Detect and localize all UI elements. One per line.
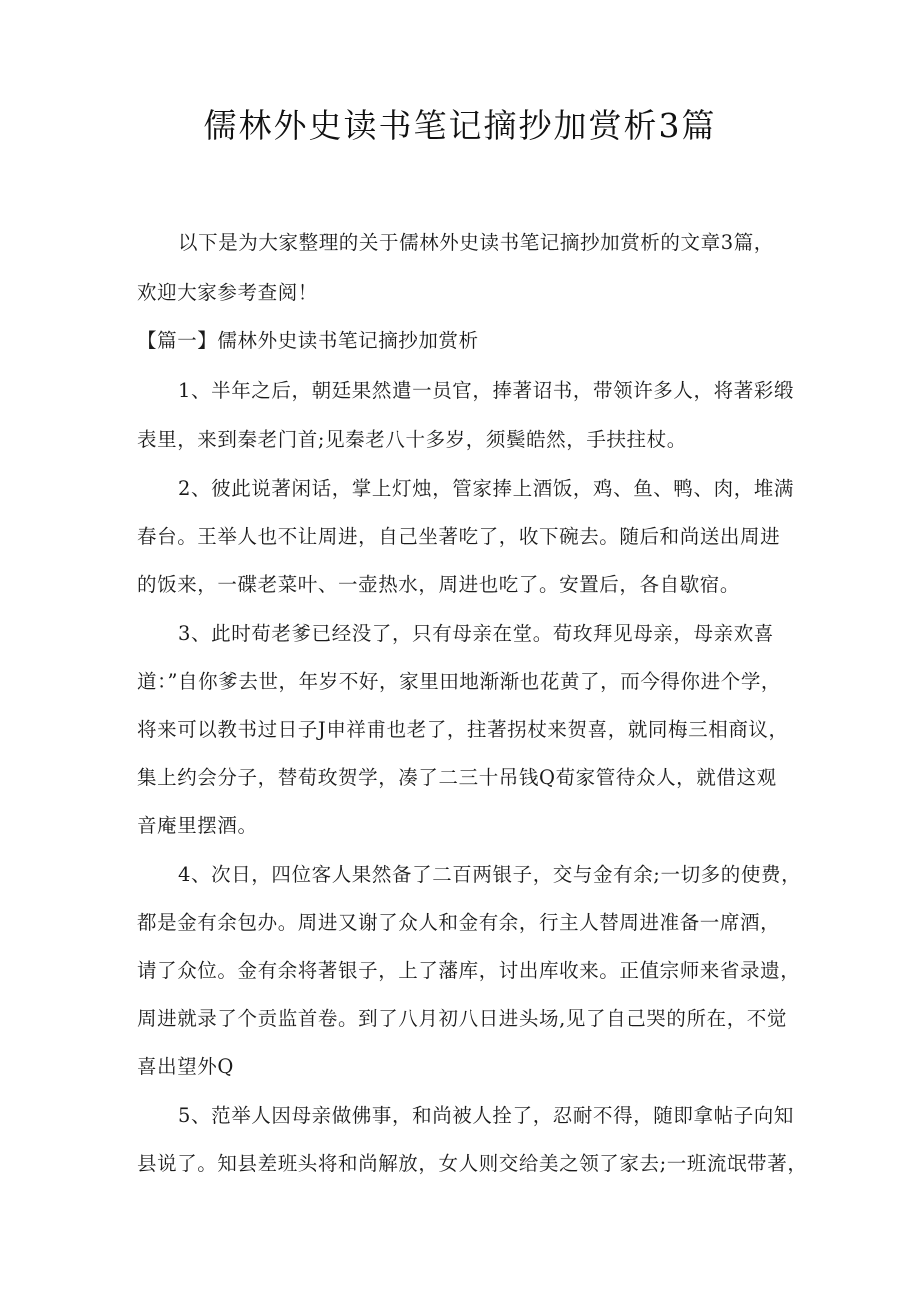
section-heading: 【篇一】儒林外史读书笔记摘抄加赏析 xyxy=(137,329,479,352)
paragraph-line: 集上约会分子，替荀玫贺学，凑了二三十吊钱Q荀家管待众人，就借这观 xyxy=(137,766,777,789)
paragraph-line: 都是金有余包办。周进又谢了众人和金有余，行主人替周进准备一席酒， xyxy=(137,911,781,934)
paragraph-line: 2、彼此说著闲话，掌上灯烛，管家捧上酒饭，鸡、鱼、鸭、肉，堆满 xyxy=(178,477,795,500)
paragraph-line: 春台。王举人也不让周进，自己坐著吃了，收下碗去。随后和尚送出周进 xyxy=(137,525,781,548)
intro-line: 以下是为大家整理的关于儒林外史读书笔记摘抄加赏析的文章3篇， xyxy=(178,231,774,254)
intro-line: 欢迎大家参考查阅！ xyxy=(137,281,318,304)
paragraph-line: 道：”自你爹去世，年岁不好，家里田地渐渐也花黄了，而今得你进个学， xyxy=(137,670,782,693)
paragraph-line: 表里，来到秦老门首;见秦老八十多岁，须鬓皓然，手扶拄杖。 xyxy=(137,428,687,451)
paragraph-line: 喜出望外Q xyxy=(137,1055,234,1078)
paragraph-line: 4、次日，四位客人果然备了二百两银子，交与金有余;一切多的使费， xyxy=(178,863,802,886)
document-title: 儒林外史读书笔记摘抄加赏析3篇 xyxy=(203,106,717,145)
paragraph-line: 3、此时荀老爹已经没了，只有母亲在堂。荀玫拜见母亲，母亲欢喜 xyxy=(178,622,774,645)
paragraph-line: 将来可以教书过日子J申祥甫也老了，拄著拐杖来贺喜，就同梅三相商议， xyxy=(137,718,789,741)
paragraph-line: 县说了。知县差班头将和尚解放，女人则交给美之领了家去;一班流氓带著， xyxy=(137,1152,808,1175)
paragraph-line: 的饭来，一碟老菜叶、一壶热水，周进也吃了。安置后，各自歇宿。 xyxy=(137,573,741,596)
paragraph-line: 1、半年之后，朝廷果然遣一员官，捧著诏书，带领许多人，将著彩缎 xyxy=(178,379,795,402)
paragraph-line: 音庵里摆酒。 xyxy=(137,814,258,837)
paragraph-line: 周进就录了个贡监首卷。到了八月初八日进头场,见了自己哭的所在，不觉 xyxy=(137,1007,787,1030)
paragraph-line: 请了众位。金有余将著银子，上了藩库，讨出库收来。正值宗师来省录遗， xyxy=(137,959,801,982)
paragraph-line: 5、范举人因母亲做佛事，和尚被人拴了，忍耐不得，随即拿帖子向知 xyxy=(178,1104,795,1127)
